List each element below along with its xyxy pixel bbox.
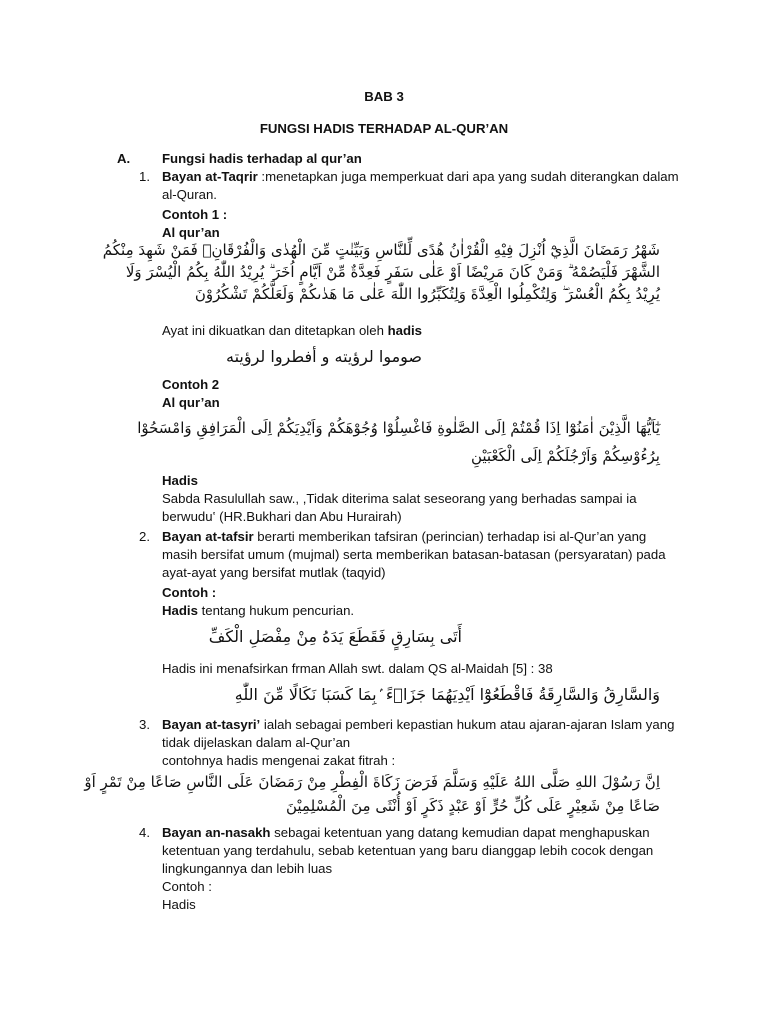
quran-verse-3: وَالسَّارِقُ وَالسَّارِقَةُ فَاقْطَعُوْٓا اَيْدِيَهُمَا جَزَاۤءً ۢبِمَا كَسَبَا نَكَالًا مِّنَ اللّٰهِ <box>234 685 660 704</box>
item-2-line-3: ayat-ayat yang bersifat mutlak (taqyid) <box>162 565 386 580</box>
item-3-text: ialah sebagai pemberi kepastian hukum atau ajaran-ajaran Islam yang <box>260 717 675 732</box>
quran-verse-1-line: يُرِيْدُ بِكُمُ الْعُسْرَ ۖ وَلِتُكْمِلُوا الْعِدَّةَ وَلِتُكَبِّرُوا اللّٰهَ عَلٰى مَا هَدٰىكُمْ وَلَعَلَّكُمْ تَشْكُرُوْنَ <box>194 285 660 303</box>
quran-verse-2-line: يٰٓاَيُّهَا الَّذِيْنَ اٰمَنُوْٓا اِذَا قُمْتُمْ اِلَى الصَّلٰوةِ فَاغْسِلُوْا وُجُوْهَكُمْ وَاَيْدِيَكُمْ اِلَى الْمَرَافِقِ وَامْسَحُوْا <box>137 419 660 437</box>
hadis-bold: Hadis <box>162 603 198 618</box>
chapter-label: BAB 3 <box>364 89 404 104</box>
document-title: FUNGSI HADIS TERHADAP AL-QUR’AN <box>259 121 509 136</box>
item-2-text: berarti memberikan tafsiran (perincian) terhadap isi al-Qur’an yang <box>253 529 647 544</box>
hadis-rest: tentang hukum pencurian. <box>197 603 355 618</box>
hadis-arabic-1: صوموا لرؤيته و أفطروا لرؤيته <box>226 347 422 366</box>
contoh-label-2: Contoh : <box>162 585 217 600</box>
item-3-term: Bayan at-tasyri’ <box>162 717 261 732</box>
section-heading: Fungsi hadis terhadap al qur’an <box>162 151 362 166</box>
ayat-note-text: Ayat ini dikuatkan dan ditetapkan oleh <box>162 323 388 338</box>
contoh-1-label: Contoh 1 : <box>162 207 228 222</box>
item-number-2: 2. <box>139 529 150 544</box>
item-3-line-2: tidak dijelaskan dalam al-Qur’an <box>162 735 351 750</box>
zakat-note: contohnya hadis mengenai zakat fitrah : <box>162 753 396 768</box>
quran-verse-1-line: الشَّهْرَ فَلْيَصُمْهُ ۗ وَمَنْ كَانَ مَرِيْضًا اَوْ عَلٰى سَفَرٍ فَعِدَّةٌ مِّنْ اَيَّامٍ اُخَرَ ۗ يُرِيْدُ اللّٰهُ بِكُمُ الْيُسْرَ وَلَا <box>125 263 660 281</box>
hadis-label-1: Hadis <box>162 473 198 488</box>
hadis-pencurian <box>162 602 354 620</box>
hadis-zakat <box>84 770 660 818</box>
item-number-4: 4. <box>139 825 150 840</box>
hadis-zakat-line: صَاعًا مِنْ شَعِيْرٍ عَلَى كُلِّ حُرٍّ اَوْ عَبْدٍ ذَكَرٍ اَوْ أُنْثَى مِنَ الْمُسْلِمِيْنَ <box>285 797 660 815</box>
item-2-term: Bayan at-tafsir <box>162 529 254 544</box>
alquran-1-label: Al qur’an <box>162 225 220 240</box>
item-1-line-1 <box>162 168 679 186</box>
item-2-line-2: masih bersifat umum (mujmal) serta memberikan batasan-batasan (persyaratan) pada <box>162 547 666 562</box>
hadis-zakat-line: اِنَّ رَسُوْلَ اللهِ صَلَّى اللهُ عَلَيْهِ وَسَلَّمَ فَرَضَ زَكَاةَ الْفِطْرِ مِنْ رَمَضَانَ عَلَى النَّاسِ صَاعًا مِنْ تَمْرٍ اَوْ <box>84 773 660 791</box>
item-3-line-1 <box>162 716 674 734</box>
item-number-3: 3. <box>139 717 150 732</box>
section-marker: A. <box>117 151 131 166</box>
quran-verse-2 <box>137 414 660 470</box>
quran-verse-1 <box>102 239 660 305</box>
item-4-term: Bayan an-nasakh <box>162 825 271 840</box>
sabda-line-2: berwudu‛ (HR.Bukhari dan Abu Hurairah) <box>162 509 402 524</box>
item-1-term: Bayan at-Taqrir <box>162 169 258 184</box>
item-4-line-3: lingkungannya dan lebih luas <box>162 861 333 876</box>
hadis-arabic-2: أَتَى بِسَارِقٍ فَقَطَعَ يَدَهُ مِنْ مِفْصَلِ الْكَفِّ <box>208 627 462 646</box>
item-1-line-2: al-Quran. <box>162 187 217 202</box>
tafsir-note: Hadis ini menafsirkan frman Allah swt. dalam QS al-Maidah [5] : 38 <box>162 661 553 676</box>
sabda-line-1: Sabda Rasulullah saw., ,Tidak diterima salat seseorang yang berhadas sampai ia <box>162 491 637 506</box>
hadis-label-4: Hadis <box>162 897 196 912</box>
item-4-line-1 <box>162 824 650 842</box>
item-1-text: :menetapkan juga memperkuat dari apa yang sudah diterangkan dalam <box>257 169 679 184</box>
ayat-note-hadis: hadis <box>387 323 423 338</box>
item-number-1: 1. <box>139 169 150 184</box>
alquran-2-label: Al qur’an <box>162 395 220 410</box>
item-4-line-2: ketentuan yang terdahulu, sebab ketentuan yang baru dianggap lebih cocok dengan <box>162 843 654 858</box>
item-4-text: sebagai ketentuan yang datang kemudian dapat menghapuskan <box>270 825 650 840</box>
ayat-note <box>162 322 422 340</box>
contoh-label-4: Contoh : <box>162 879 212 894</box>
quran-verse-1-line: شَهْرُ رَمَضَانَ الَّذِيْٓ اُنْزِلَ فِيْهِ الْقُرْاٰنُ هُدًى لِّلنَّاسِ وَبَيِّنٰتٍ مِّنَ الْهُدٰى وَالْفُرْقَانِۚ فَمَنْ شَهِدَ مِنْكُمُ <box>102 241 660 259</box>
item-2-line-1 <box>162 528 646 546</box>
quran-verse-2-line: بِرُءُوْسِكُمْ وَاَرْجُلَكُمْ اِلَى الْكَعْبَيْنِ <box>470 447 660 465</box>
contoh-2-label: Contoh 2 <box>162 377 220 392</box>
